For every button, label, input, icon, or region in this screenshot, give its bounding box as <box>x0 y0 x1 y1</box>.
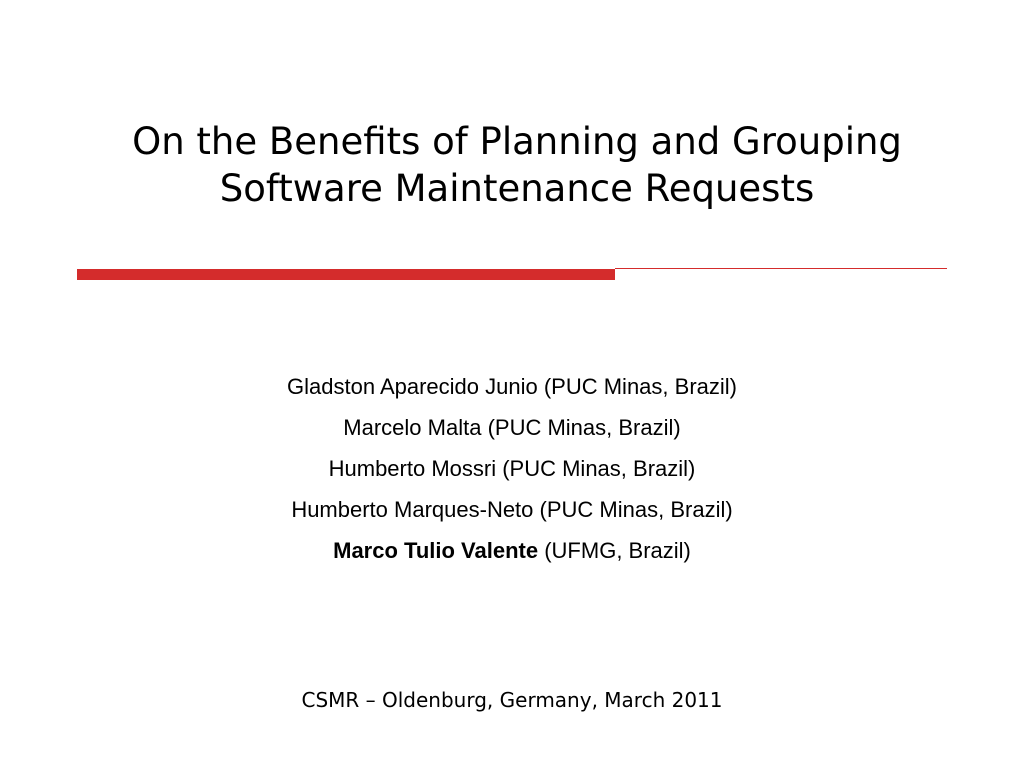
slide-title-line-1: On the Benefits of Planning and Grouping <box>132 120 902 163</box>
author-name: Marcelo Malta <box>343 415 482 440</box>
author-name: Humberto Marques-Neto <box>291 497 534 522</box>
author-affiliation: (PUC Minas, Brazil) <box>533 497 733 522</box>
author-line <box>0 407 1024 448</box>
title-divider <box>77 267 947 281</box>
author-affiliation: (PUC Minas, Brazil) <box>481 415 681 440</box>
author-name: Humberto Mossri <box>328 456 497 481</box>
author-list <box>0 366 1024 571</box>
slide-title-line-2: Software Maintenance Requests <box>219 167 815 210</box>
author-name: Gladston Aparecido Junio <box>287 374 538 399</box>
presenter-name: Marco Tulio Valente <box>333 538 539 563</box>
author-affiliation: (PUC Minas, Brazil) <box>496 456 696 481</box>
author-line <box>0 448 1024 489</box>
slide-title <box>60 118 974 212</box>
author-line <box>0 366 1024 407</box>
conference-footer: CSMR – Oldenburg, Germany, March 2011 <box>301 688 723 712</box>
author-affiliation: (UFMG, Brazil) <box>538 538 691 563</box>
author-line-presenter <box>0 530 1024 571</box>
author-line <box>0 489 1024 530</box>
divider-thick-bar <box>77 269 615 280</box>
author-affiliation: (PUC Minas, Brazil) <box>537 374 737 399</box>
divider-thin-line <box>615 268 947 269</box>
